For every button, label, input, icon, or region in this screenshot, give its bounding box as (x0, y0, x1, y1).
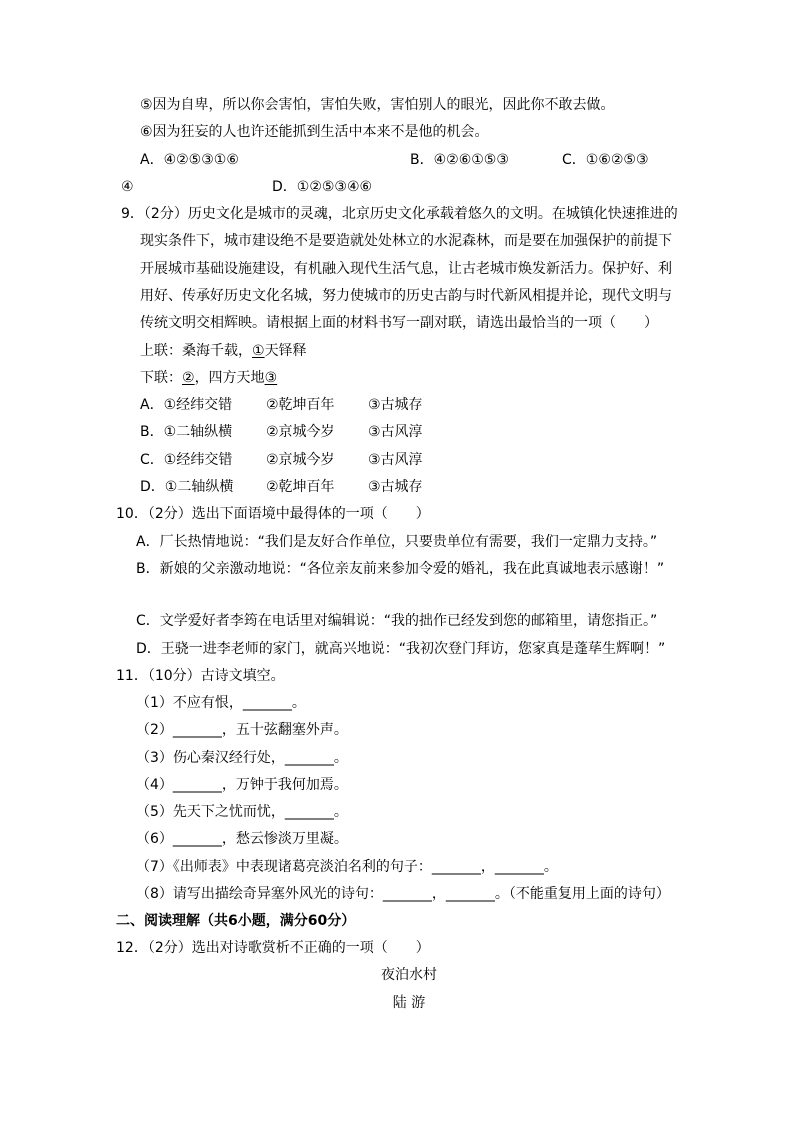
q11-item-3: （3）伤心秦汉经行处，_______。 (136, 750, 348, 766)
option-part-1: ①二轴纵横 (164, 479, 234, 495)
prev-option-b: B．④②⑥①⑤③ (410, 152, 509, 168)
option-letter: D． (140, 479, 165, 495)
q10-option-a: A．厂长热情地说：“我们是友好合作单位，只要贵单位有需要，我们一定鼎力支持。” (136, 534, 658, 550)
option-part-2: ②乾坤百年 (266, 397, 335, 413)
upper-prefix: 上联：桑海千载， (140, 343, 252, 359)
q9-stem-line-2: 现实条件下，城市建设绝不是要造就处处林立的水泥森林，而是要在加强保护的前提下 (140, 233, 672, 249)
option-part-3: ③古城存 (368, 479, 423, 495)
q11-item-8: （8）请写出描绘奇异塞外风光的诗句：_______，_______。（不能重复用上面的诗句） (136, 886, 670, 902)
q9-stem-line-1: 9．（2分）历史文化是城市的灵魂，北京历史文化承载着悠久的文明。在城镇化快速推进的 (121, 206, 678, 222)
q9-stem-line-5: 传统文明交相辉映。请根据上面的材料书写一副对联，请选出最恰当的一项（ ） (140, 315, 658, 331)
prev-option-d: D．①②⑤③④⑥ (272, 179, 373, 195)
option-letter: A． (140, 397, 164, 413)
q10-option-b: B．新娘的父亲激动地说：“各位亲友前来参加令爱的婚礼，我在此真诚地表示感谢！” (136, 561, 665, 577)
option-part-1: ①经纬交错 (163, 452, 233, 468)
q11-item-5: （5）先天下之忧而忧，_______。 (136, 804, 348, 820)
q11-stem: 11．（10分）古诗文填空。 (116, 668, 285, 684)
prev-option-c-continued: ④ (121, 179, 134, 195)
lower-prefix: 下联： (140, 370, 182, 386)
option-part-1: ①经纬交错 (163, 397, 233, 413)
q9-option-b (140, 423, 423, 441)
upper-blank-1: ① (252, 343, 265, 359)
option-part-2: ②京城今岁 (266, 424, 335, 440)
prev-option-c: C．①⑥②⑤③ (562, 152, 649, 168)
q11-item-7: （7）《出师表》中表现诸葛亮淡泊名利的句子：_______，_______。 (136, 859, 558, 875)
q9-stem-line-4: 用好、传承好历史文化名城，努力使城市的历史古韵与时代新风相提并论，现代文明与 (140, 288, 672, 304)
lower-blank-2: ② (182, 370, 195, 386)
q9-stem-line-3: 开展城市基础设施建设，有机融入现代生活气息，让古老城市焕发新活力。保护好、利 (140, 261, 672, 277)
lower-blank-3: ③ (264, 370, 278, 386)
option-letter: C． (140, 452, 164, 468)
option-part-3: ③古风淳 (368, 424, 423, 440)
prev-option-a: A．④②⑤③①⑥ (140, 152, 239, 168)
section-heading: 二、阅读理解（共6小题，满分60分） (116, 913, 356, 929)
option-part-1: ①二轴纵横 (163, 424, 233, 440)
prev-item-6: ⑥因为狂妄的人也许还能抓到生活中本来不是他的机会。 (140, 124, 489, 140)
q10-stem: 10．（2分）选出下面语境中最得体的一项（ ） (116, 506, 430, 522)
upper-suffix: 天铎释 (264, 343, 307, 359)
q10-option-c: C．文学爱好者李筠在电话里对编辑说：“我的拙作已经发到您的邮箱里，请您指正。” (136, 613, 658, 629)
q11-item-6: （6）_______，愁云惨淡万里凝。 (136, 831, 348, 847)
q9-option-a (140, 396, 423, 414)
q9-option-d (140, 478, 423, 496)
option-letter: B． (140, 424, 164, 440)
poem-title: 夜泊水村 (381, 967, 437, 983)
option-part-2: ②乾坤百年 (266, 479, 335, 495)
q11-item-4: （4）_______，万钟于我何加焉。 (136, 777, 348, 793)
option-part-2: ②京城今岁 (266, 452, 335, 468)
q9-lower-couplet (140, 369, 277, 387)
poem-author: 陆 游 (392, 995, 426, 1011)
q12-stem: 12．（2分）选出对诗歌赏析不正确的一项（ ） (116, 940, 430, 956)
q11-item-2: （2）_______，五十弦翻塞外声。 (136, 722, 348, 738)
q9-option-c (140, 451, 423, 469)
option-part-3: ③古风淳 (368, 452, 423, 468)
option-part-3: ③古城存 (368, 397, 423, 413)
prev-item-5: ⑤因为自卑，所以你会害怕，害怕失败，害怕别人的眼光，因此你不敢去做。 (140, 97, 615, 113)
q10-option-d: D．王骁一进李老师的家门，就高兴地说：“我初次登门拜访，您家真是蓬荜生辉啊！” (136, 641, 666, 657)
q9-upper-couplet (140, 342, 307, 360)
q11-item-1: （1）不应有恨，_______。 (136, 695, 306, 711)
lower-mid: ，四方天地 (194, 370, 265, 386)
